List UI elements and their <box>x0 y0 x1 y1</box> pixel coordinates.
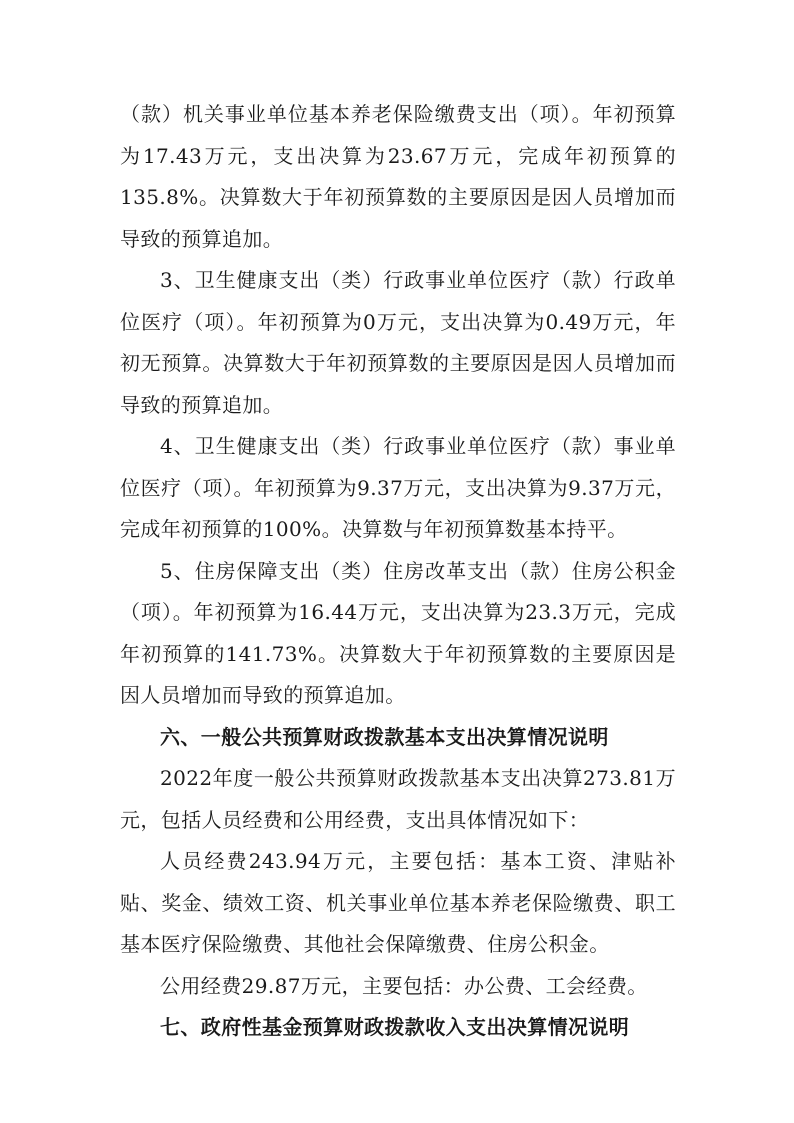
section-heading-government-fund: 七、政府性基金预算财政拨款收入支出决算情况说明 <box>160 1015 630 1039</box>
paragraph-public-expenses: 公用经费29.87万元，主要包括：办公费、工会经费。 <box>160 973 648 998</box>
paragraph-admin-medical: 3、卫生健康支出（类）行政事业单位医疗（款）行政单位医疗（项）。年初预算为0万元，支出决算为0.49万元，年初无预算。决算数大于年初预算数的主要原因是因人员增加而导致的预算追加。 <box>120 268 676 417</box>
paragraph-housing-fund: 5、住房保障支出（类）住房改革支出（款）住房公积金（项）。年初预算为16.44万元，支出决算为23.3万元，完成年初预算的141.73%。决算数大于年初预算数的主要原因是因人员增加而导致的预算追加。 <box>120 558 676 707</box>
paragraph-institution-medical: 4、卫生健康支出（类）行政事业单位医疗（款）事业单位医疗（项）。年初预算为9.37万元，支出决算为9.37万元，完成年初预算的100%。决算数与年初预算数基本持平。 <box>120 434 676 541</box>
paragraph-basic-expenditure-total: 2022年度一般公共预算财政拨款基本支出决算273.81万元，包括人员经费和公用经费，支出具体情况如下： <box>120 766 676 832</box>
paragraph-personnel-expenses: 人员经费243.94万元，主要包括：基本工资、津贴补贴、奖金、绩效工资、机关事业单位基本养老保险缴费、职工基本医疗保险缴费、其他社会保障缴费、住房公积金。 <box>120 849 676 956</box>
paragraph-pension-contribution: （款）机关事业单位基本养老保险缴费支出（项）。年初预算为17.43万元，支出决算为23.67万元，完成年初预算的135.8%。决算数大于年初预算数的主要原因是因人员增加而导致的预算追加。 <box>120 102 676 251</box>
section-heading-basic-expenditure: 六、一般公共预算财政拨款基本支出决算情况说明 <box>160 724 609 749</box>
